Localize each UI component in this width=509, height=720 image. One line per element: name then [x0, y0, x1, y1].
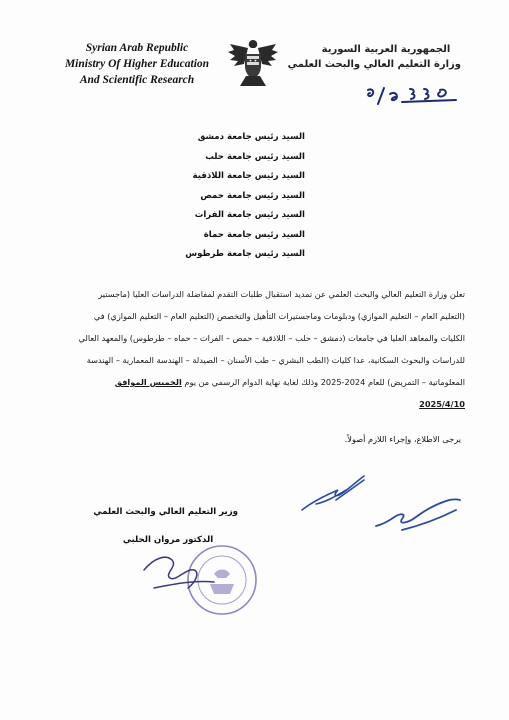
recipient-line: السيد رئيس جامعة حمص: [200, 190, 305, 201]
handwritten-signature-1: [296, 470, 372, 516]
recipient-line: السيد رئيس جامعة طرطوس: [185, 249, 305, 259]
body-line-4: للدراسات والبحوث السكانية، عدا كليات (الطب البشري – طب الأسنان – الصيدلة – الهندسة المعمارية – الهندسة: [86, 355, 465, 365]
official-stamp-and-signature: [140, 540, 260, 620]
signer-title: وزير التعليم العالي والبحث العلمي: [93, 507, 238, 517]
signer-name: الدكتور مروان الحلبي: [122, 535, 214, 545]
body-line-2: (التعليم العام – التعليم الموازي) ودبلومات وماجستيرات التأهيل والتخصص (التعليم العام – التعليم الموازي) في: [93, 311, 465, 321]
body-line-5-emphasis: الخميس الموافق: [114, 377, 182, 387]
arabic-letterhead-line-2: وزارة التعليم العالي والبحث العلمي: [287, 59, 461, 70]
arabic-letterhead: [287, 42, 461, 72]
announcement-body: [38, 283, 465, 415]
recipient-line: السيد رئيس جامعة اللاذقية: [192, 171, 305, 181]
syrian-eagle-emblem-icon: [226, 36, 280, 90]
handwritten-reference-number: [362, 80, 462, 110]
body-line-3: الكليات والمعاهد العليا في جامعات (دمشق – حلب – اللاذقية – حمص – الفرات – حماه – طرطوس) والمعهد العالي: [78, 333, 465, 343]
arabic-letterhead-line-1: الجمهورية العربية السورية: [321, 44, 451, 55]
english-letterhead: [52, 40, 222, 88]
recipient-line: السيد رئيس جامعة حلب: [205, 151, 305, 162]
body-line-5-text: المعلوماتية – التمريض) للعام 2024-2025 وذلك لغاية نهاية الدوام الرسمي من يوم: [184, 377, 465, 387]
english-letterhead-line-2: Ministry Of Higher Education: [64, 58, 210, 70]
handwritten-signature-2: [372, 486, 468, 536]
body-line-5: [38, 371, 465, 393]
deadline-date: 2025/4/10: [419, 399, 465, 409]
english-letterhead-line-1: Syrian Arab Republic: [85, 42, 189, 54]
english-letterhead-line-3: And Scientific Research: [79, 74, 195, 86]
recipients-list: [185, 128, 305, 265]
body-line-1: تعلن وزارة التعليم العالي والبحث العلمي عن تمديد استقبال طلبات التقدم لمفاضلة الدراسات العليا (ماجستير: [98, 289, 465, 299]
deadline-date-line: [38, 393, 465, 415]
recipient-line: السيد رئيس جامعة حماة: [203, 229, 305, 240]
recipient-line: السيد رئيس جامعة دمشق: [197, 132, 305, 142]
recipient-line: السيد رئيس جامعة الفرات: [194, 210, 305, 220]
closing-line: يرجى الاطلاع، وإجراء اللازم أصولاً.: [344, 434, 461, 444]
